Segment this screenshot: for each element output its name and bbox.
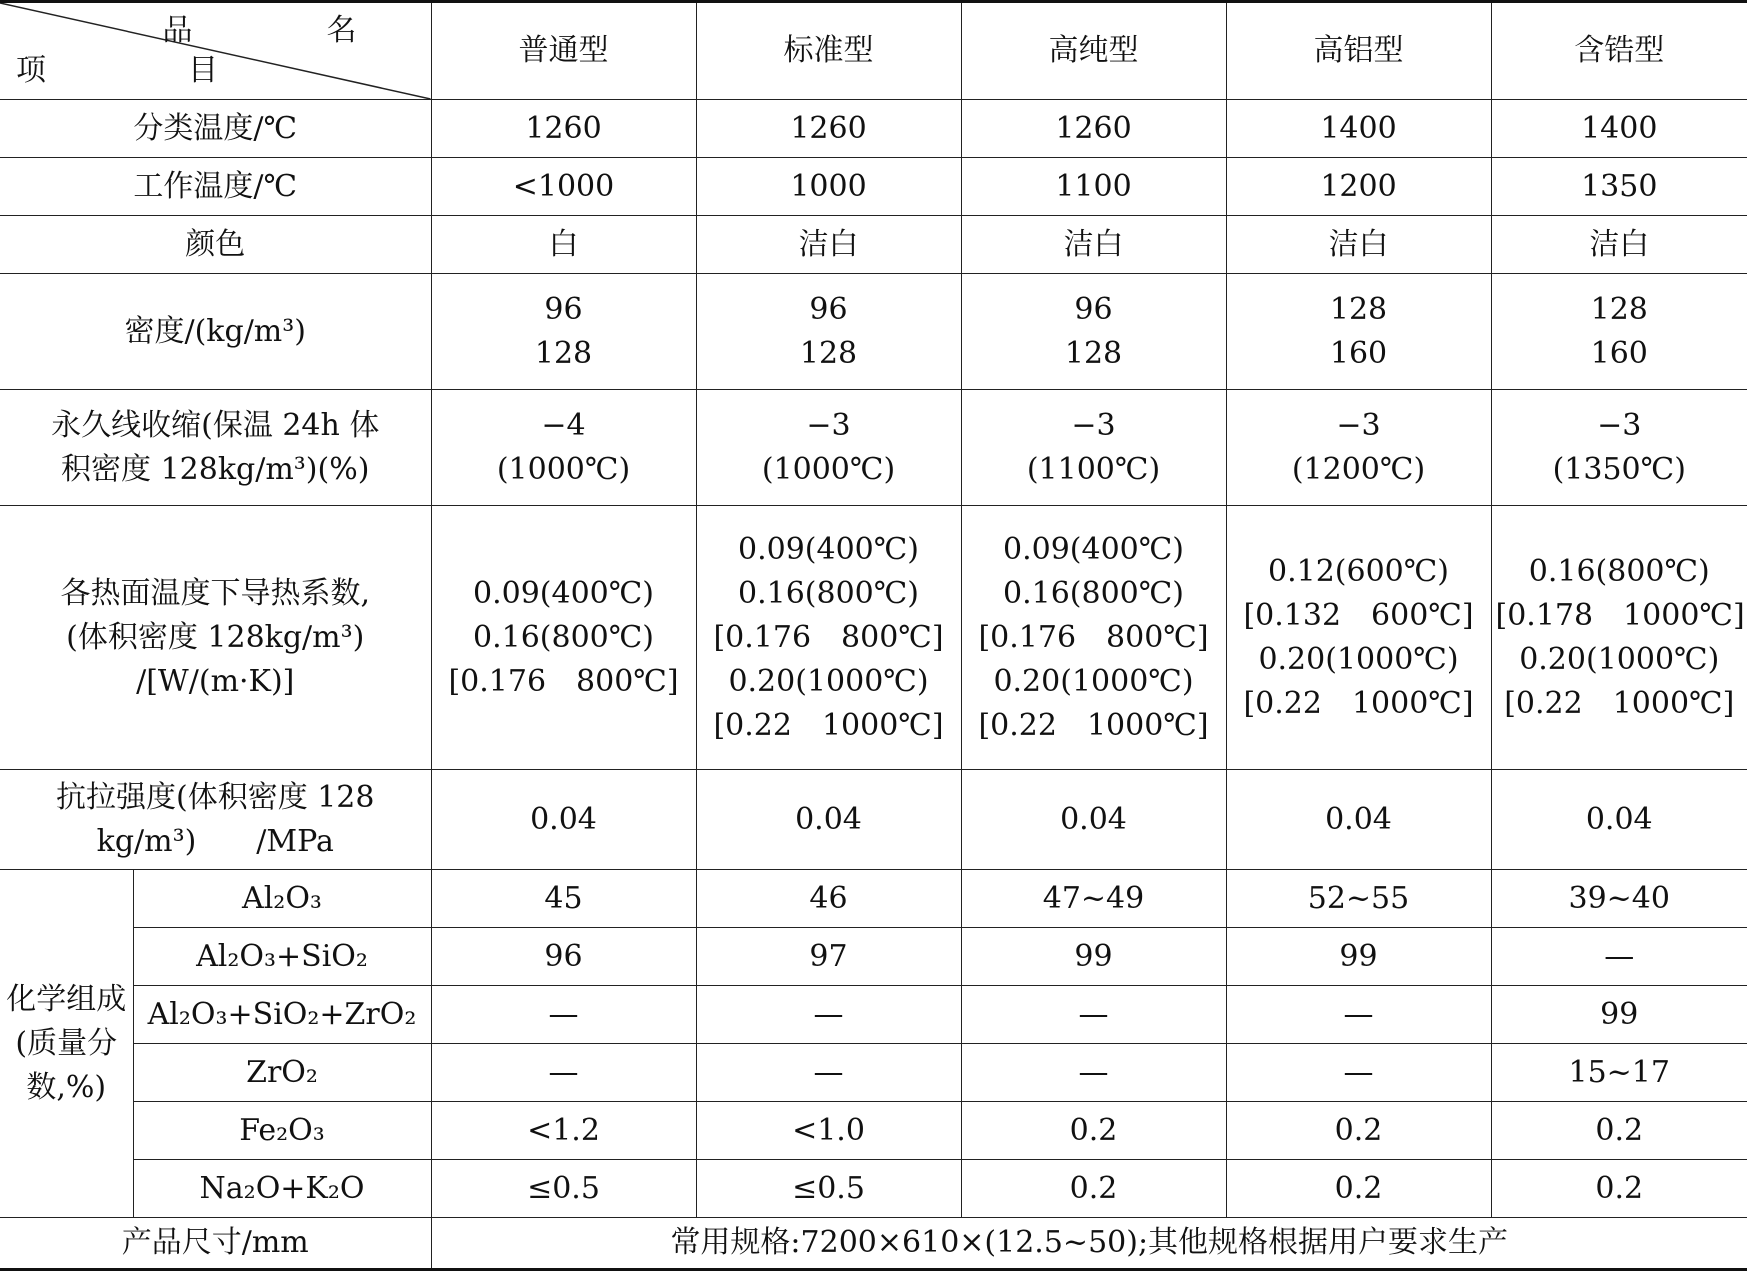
table-row-chem-zro2 [0,1044,1747,1102]
cell-line: 0.20(1000℃) [728,663,929,699]
row-label: 分类温度/℃ [0,100,431,158]
chem-item-label: Fe₂O₃ [133,1102,431,1160]
table-cell: 1100 [961,158,1226,216]
table-cell: 15~17 [1491,1044,1747,1102]
table-cell: 0.2 [1491,1102,1747,1160]
table-cell: 96 [431,928,696,986]
table-cell [1491,274,1747,390]
chem-item-label: Na₂O+K₂O [133,1160,431,1218]
table-cell: — [431,1044,696,1102]
table-row-class-temp [0,100,1747,158]
table-cell: 1200 [1226,158,1491,216]
cell-line: 0.20(1000℃) [1258,641,1459,677]
cell-line: 128 [1590,291,1648,327]
column-header: 含锆型 [1491,2,1747,100]
table-row-chem-al2o3 [0,870,1747,928]
table-cell [431,506,696,770]
cell-line: −3 [1336,407,1381,443]
table-cell: 0.04 [961,770,1226,870]
table-cell: 洁白 [961,216,1226,274]
header-corner-cell [0,2,431,100]
corner-item-label: 项 目 [16,53,274,88]
cell-line: 0.16(800℃) [472,619,655,655]
table-cell: 52~55 [1226,870,1491,928]
table-cell: <1.2 [431,1102,696,1160]
table-cell [696,506,961,770]
table-cell: — [696,986,961,1044]
row-label [0,390,431,506]
cell-line: 128 [799,335,858,371]
table-cell [1491,390,1747,506]
cell-line: 0.20(1000℃) [993,663,1194,699]
table-cell [961,274,1226,390]
cell-line: 0.16(800℃) [737,575,920,611]
table-cell: 0.2 [1226,1160,1491,1218]
table-row-work-temp [0,158,1747,216]
chem-group-label: 化学组成(质量分数,%) [0,870,133,1218]
table-cell: 1000 [696,158,961,216]
table-cell: 1260 [696,100,961,158]
row-label [0,770,431,870]
cell-line: −3 [806,407,851,443]
chem-item-label: Al₂O₃+SiO₂+ZrO₂ [133,986,431,1044]
table-cell [961,506,1226,770]
table-cell: 0.04 [431,770,696,870]
table-cell: — [1226,1044,1491,1102]
column-header: 高铝型 [1226,2,1491,100]
table-cell [696,390,961,506]
table-cell: 白 [431,216,696,274]
table-row-chem-al2o3-sio2-zro2 [0,986,1747,1044]
table-cell: 1260 [961,100,1226,158]
table-cell: 99 [1226,928,1491,986]
table-cell: 1350 [1491,158,1747,216]
table-cell: 46 [696,870,961,928]
cell-line: −3 [1071,407,1116,443]
footer-value: 常用规格:7200×610×(12.5~50);其他规格根据用户要求生产 [431,1218,1747,1270]
table-cell: — [1491,928,1747,986]
cell-line: 0.16(800℃) [1002,575,1185,611]
table-cell: ≤0.5 [696,1160,961,1218]
cell-line: 128 [534,335,593,371]
row-label-line: 抗拉强度(体积密度 128 [55,779,375,815]
cell-line: 160 [1590,335,1648,371]
table-cell: — [961,1044,1226,1102]
table-row-chem-al2o3-sio2 [0,928,1747,986]
row-label-line: /[W/(m·K)] [136,663,295,699]
table-cell [431,274,696,390]
table-cell: 45 [431,870,696,928]
cell-line: 96 [1074,291,1113,327]
cell-line: 160 [1329,335,1388,371]
cell-line: (1000℃) [761,451,896,487]
cell-line: [0.22 1000℃] [1504,685,1735,721]
table-cell: 99 [1491,986,1747,1044]
table-cell: ≤0.5 [431,1160,696,1218]
cell-line: (1350℃) [1552,451,1686,487]
chem-item-label: Al₂O₃ [133,870,431,928]
table-row-conductivity [0,506,1747,770]
footer-label: 产品尺寸/mm [0,1218,431,1270]
table-cell: 洁白 [1491,216,1747,274]
table-cell: — [696,1044,961,1102]
table-cell [431,390,696,506]
table-cell: 99 [961,928,1226,986]
table-cell: <1000 [431,158,696,216]
cell-line: 128 [1329,291,1388,327]
table-cell: <1.0 [696,1102,961,1160]
cell-line: (1200℃) [1291,451,1426,487]
cell-line: (1100℃) [1026,451,1161,487]
table-cell: 1400 [1226,100,1491,158]
cell-line: [0.176 800℃] [713,619,944,655]
column-header: 高纯型 [961,2,1226,100]
table-cell: 39~40 [1491,870,1747,928]
cell-line: [0.22 1000℃] [713,707,944,743]
table-cell: 47~49 [961,870,1226,928]
cell-line: 0.12(600℃) [1267,553,1450,589]
cell-line: 0.09(400℃) [1002,531,1185,567]
table-cell: 0.2 [1491,1160,1747,1218]
table-row-density [0,274,1747,390]
table-cell [1226,274,1491,390]
chem-item-label: Al₂O₃+SiO₂ [133,928,431,986]
cell-line: [0.22 1000℃] [1243,685,1474,721]
table-cell [1226,390,1491,506]
table-cell: 0.2 [1226,1102,1491,1160]
table-cell: 洁白 [1226,216,1491,274]
table-row-tensile [0,770,1747,870]
corner-product-label: 品 名 [162,13,409,48]
cell-line: 96 [544,291,583,327]
table-row-chem-fe2o3 [0,1102,1747,1160]
table-cell: 0.2 [961,1102,1226,1160]
table-cell: — [431,986,696,1044]
row-label-line: kg/m³) /MPa [96,823,334,859]
cell-line: [0.178 1000℃] [1495,597,1745,633]
table-row-footer [0,1218,1747,1270]
cell-line: (1000℃) [496,451,631,487]
table-cell: 97 [696,928,961,986]
table-cell: 0.04 [1226,770,1491,870]
row-label [0,506,431,770]
cell-line: [0.22 1000℃] [978,707,1209,743]
table-cell [961,390,1226,506]
column-header: 普通型 [431,2,696,100]
cell-line: 96 [809,291,848,327]
row-label: 颜色 [0,216,431,274]
row-label-line: (体积密度 128kg/m³) [66,619,365,655]
cell-line: −3 [1597,407,1642,443]
table-cell: 1400 [1491,100,1747,158]
table-row-color [0,216,1747,274]
row-label: 密度/(kg/m³) [0,274,431,390]
row-label: 工作温度/℃ [0,158,431,216]
cell-line: [0.132 600℃] [1243,597,1474,633]
row-label-line: 永久线收缩(保温 24h 体 [51,407,380,443]
cell-line: [0.176 800℃] [448,663,679,699]
cell-line: 0.20(1000℃) [1519,641,1720,677]
table-row-shrink [0,390,1747,506]
row-label-line: 积密度 128kg/m³)(%) [61,451,370,487]
header-row [0,2,1747,100]
table-cell: — [1226,986,1491,1044]
table-cell: 0.04 [696,770,961,870]
cell-line: 0.16(800℃) [1528,553,1710,589]
table-cell: 洁白 [696,216,961,274]
table-cell [1226,506,1491,770]
table-cell: — [961,986,1226,1044]
cell-line: [0.176 800℃] [978,619,1209,655]
table-cell: 0.04 [1491,770,1747,870]
cell-line: 0.09(400℃) [737,531,920,567]
cell-line: 0.09(400℃) [472,575,655,611]
row-label-line: 各热面温度下导热系数, [60,575,371,611]
cell-line: 128 [1064,335,1123,371]
table-cell: 0.2 [961,1160,1226,1218]
cell-line: −4 [541,407,586,443]
column-header: 标准型 [696,2,961,100]
chem-item-label: ZrO₂ [133,1044,431,1102]
table-cell [1491,506,1747,770]
table-row-chem-na2o-k2o [0,1160,1747,1218]
table-cell: 1260 [431,100,696,158]
table-cell [696,274,961,390]
